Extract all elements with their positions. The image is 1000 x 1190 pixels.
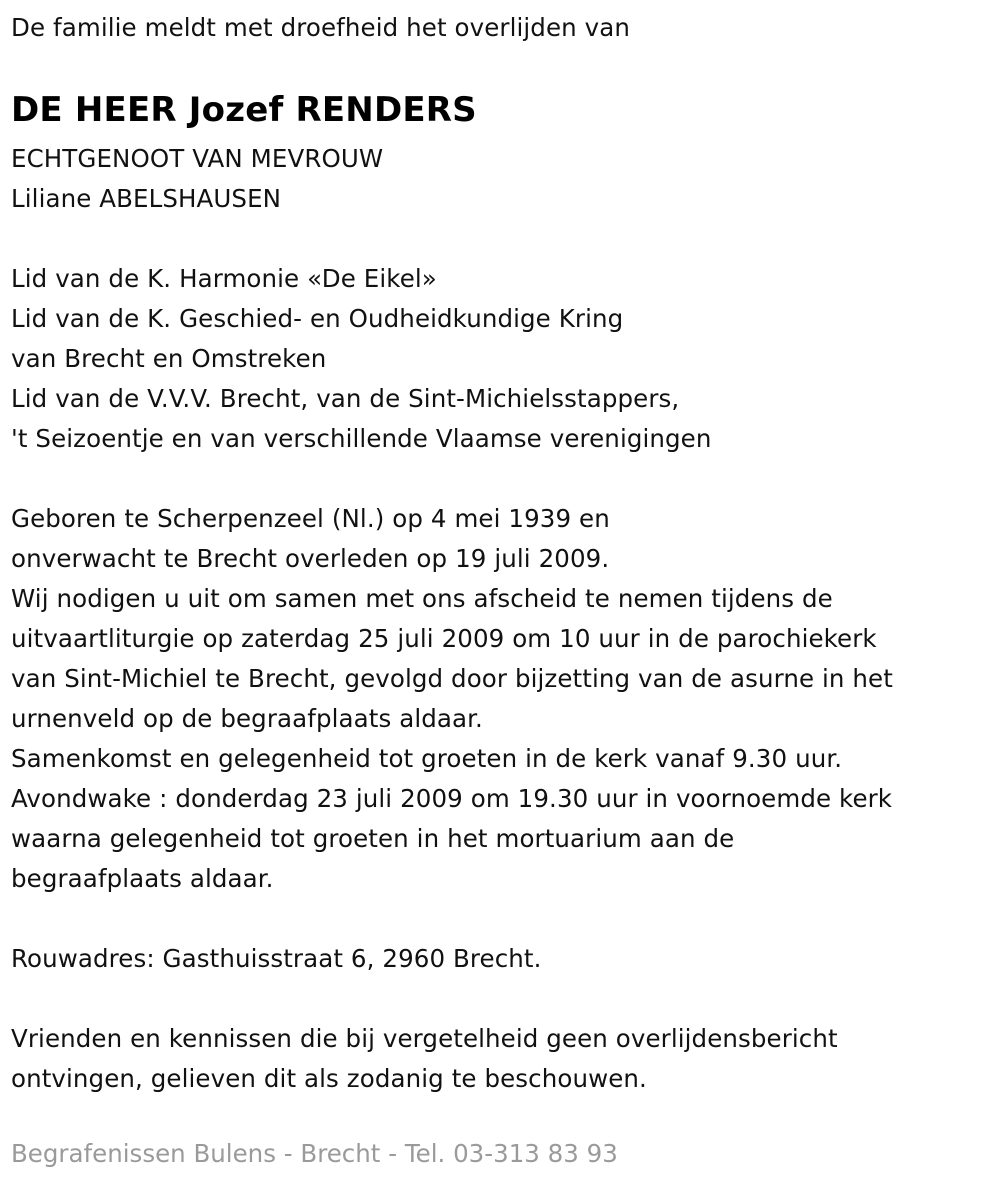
membership-line: Lid van de K. Harmonie «De Eikel» [11,264,437,293]
detail-line: Wij nodigen u uit om samen met ons afscheid te nemen tijdens de [11,584,833,613]
notice-block [11,1019,1000,1099]
detail-line: Samenkomst en gelegenheid tot groeten in de kerk vanaf 9.30 uur. [11,744,843,773]
spacer [11,219,1000,259]
details-block [11,499,1000,899]
detail-line: onverwacht te Brecht overleden op 19 juli 2009. [11,544,610,573]
membership-line: 't Seizoentje en van verschillende Vlaamse verenigingen [11,424,712,453]
membership-line: Lid van de K. Geschied- en Oudheidkundige Kring [11,304,624,333]
detail-line: begraafplaats aldaar. [11,864,274,893]
notice-line: Vrienden en kennissen die bij vergetelheid geen overlijdensbericht [11,1024,838,1053]
mourning-address: Rouwadres: Gasthuisstraat 6, 2960 Brecht. [11,944,542,973]
detail-line: Geboren te Scherpenzeel (Nl.) op 4 mei 1939 en [11,504,610,533]
notice-line: ontvingen, gelieven dit als zodanig te beschouwen. [11,1064,647,1093]
spacer [11,979,1000,1019]
spacer [11,899,1000,939]
memberships-block [11,259,1000,459]
detail-line: uitvaartliturgie op zaterdag 25 juli 2009 om 10 uur in de parochiekerk [11,624,877,653]
membership-line: van Brecht en Omstreken [11,344,327,373]
funeral-home-footer: Begrafenissen Bulens - Brecht - Tel. 03-313 83 93 [11,1139,618,1168]
membership-line: Lid van de V.V.V. Brecht, van de Sint-Michielsstappers, [11,384,680,413]
detail-line: Avondwake : donderdag 23 juli 2009 om 19.30 uur in voornoemde kerk [11,784,893,813]
detail-line: waarna gelegenheid tot groeten in het mortuarium aan de [11,824,735,853]
intro-text: De familie meldt met droefheid het overlijden van [11,13,630,42]
spacer [11,46,1000,81]
detail-line: van Sint-Michiel te Brecht, gevolgd door bijzetting van de asurne in het [11,664,893,693]
spouse-line-1: ECHTGENOOT VAN MEVROUW [11,144,384,173]
detail-line: urnenveld op de begraafplaats aldaar. [11,704,483,733]
spacer [11,459,1000,499]
deceased-name: DE HEER Jozef RENDERS [11,90,477,130]
spouse-line-2: Liliane ABELSHAUSEN [11,184,282,213]
